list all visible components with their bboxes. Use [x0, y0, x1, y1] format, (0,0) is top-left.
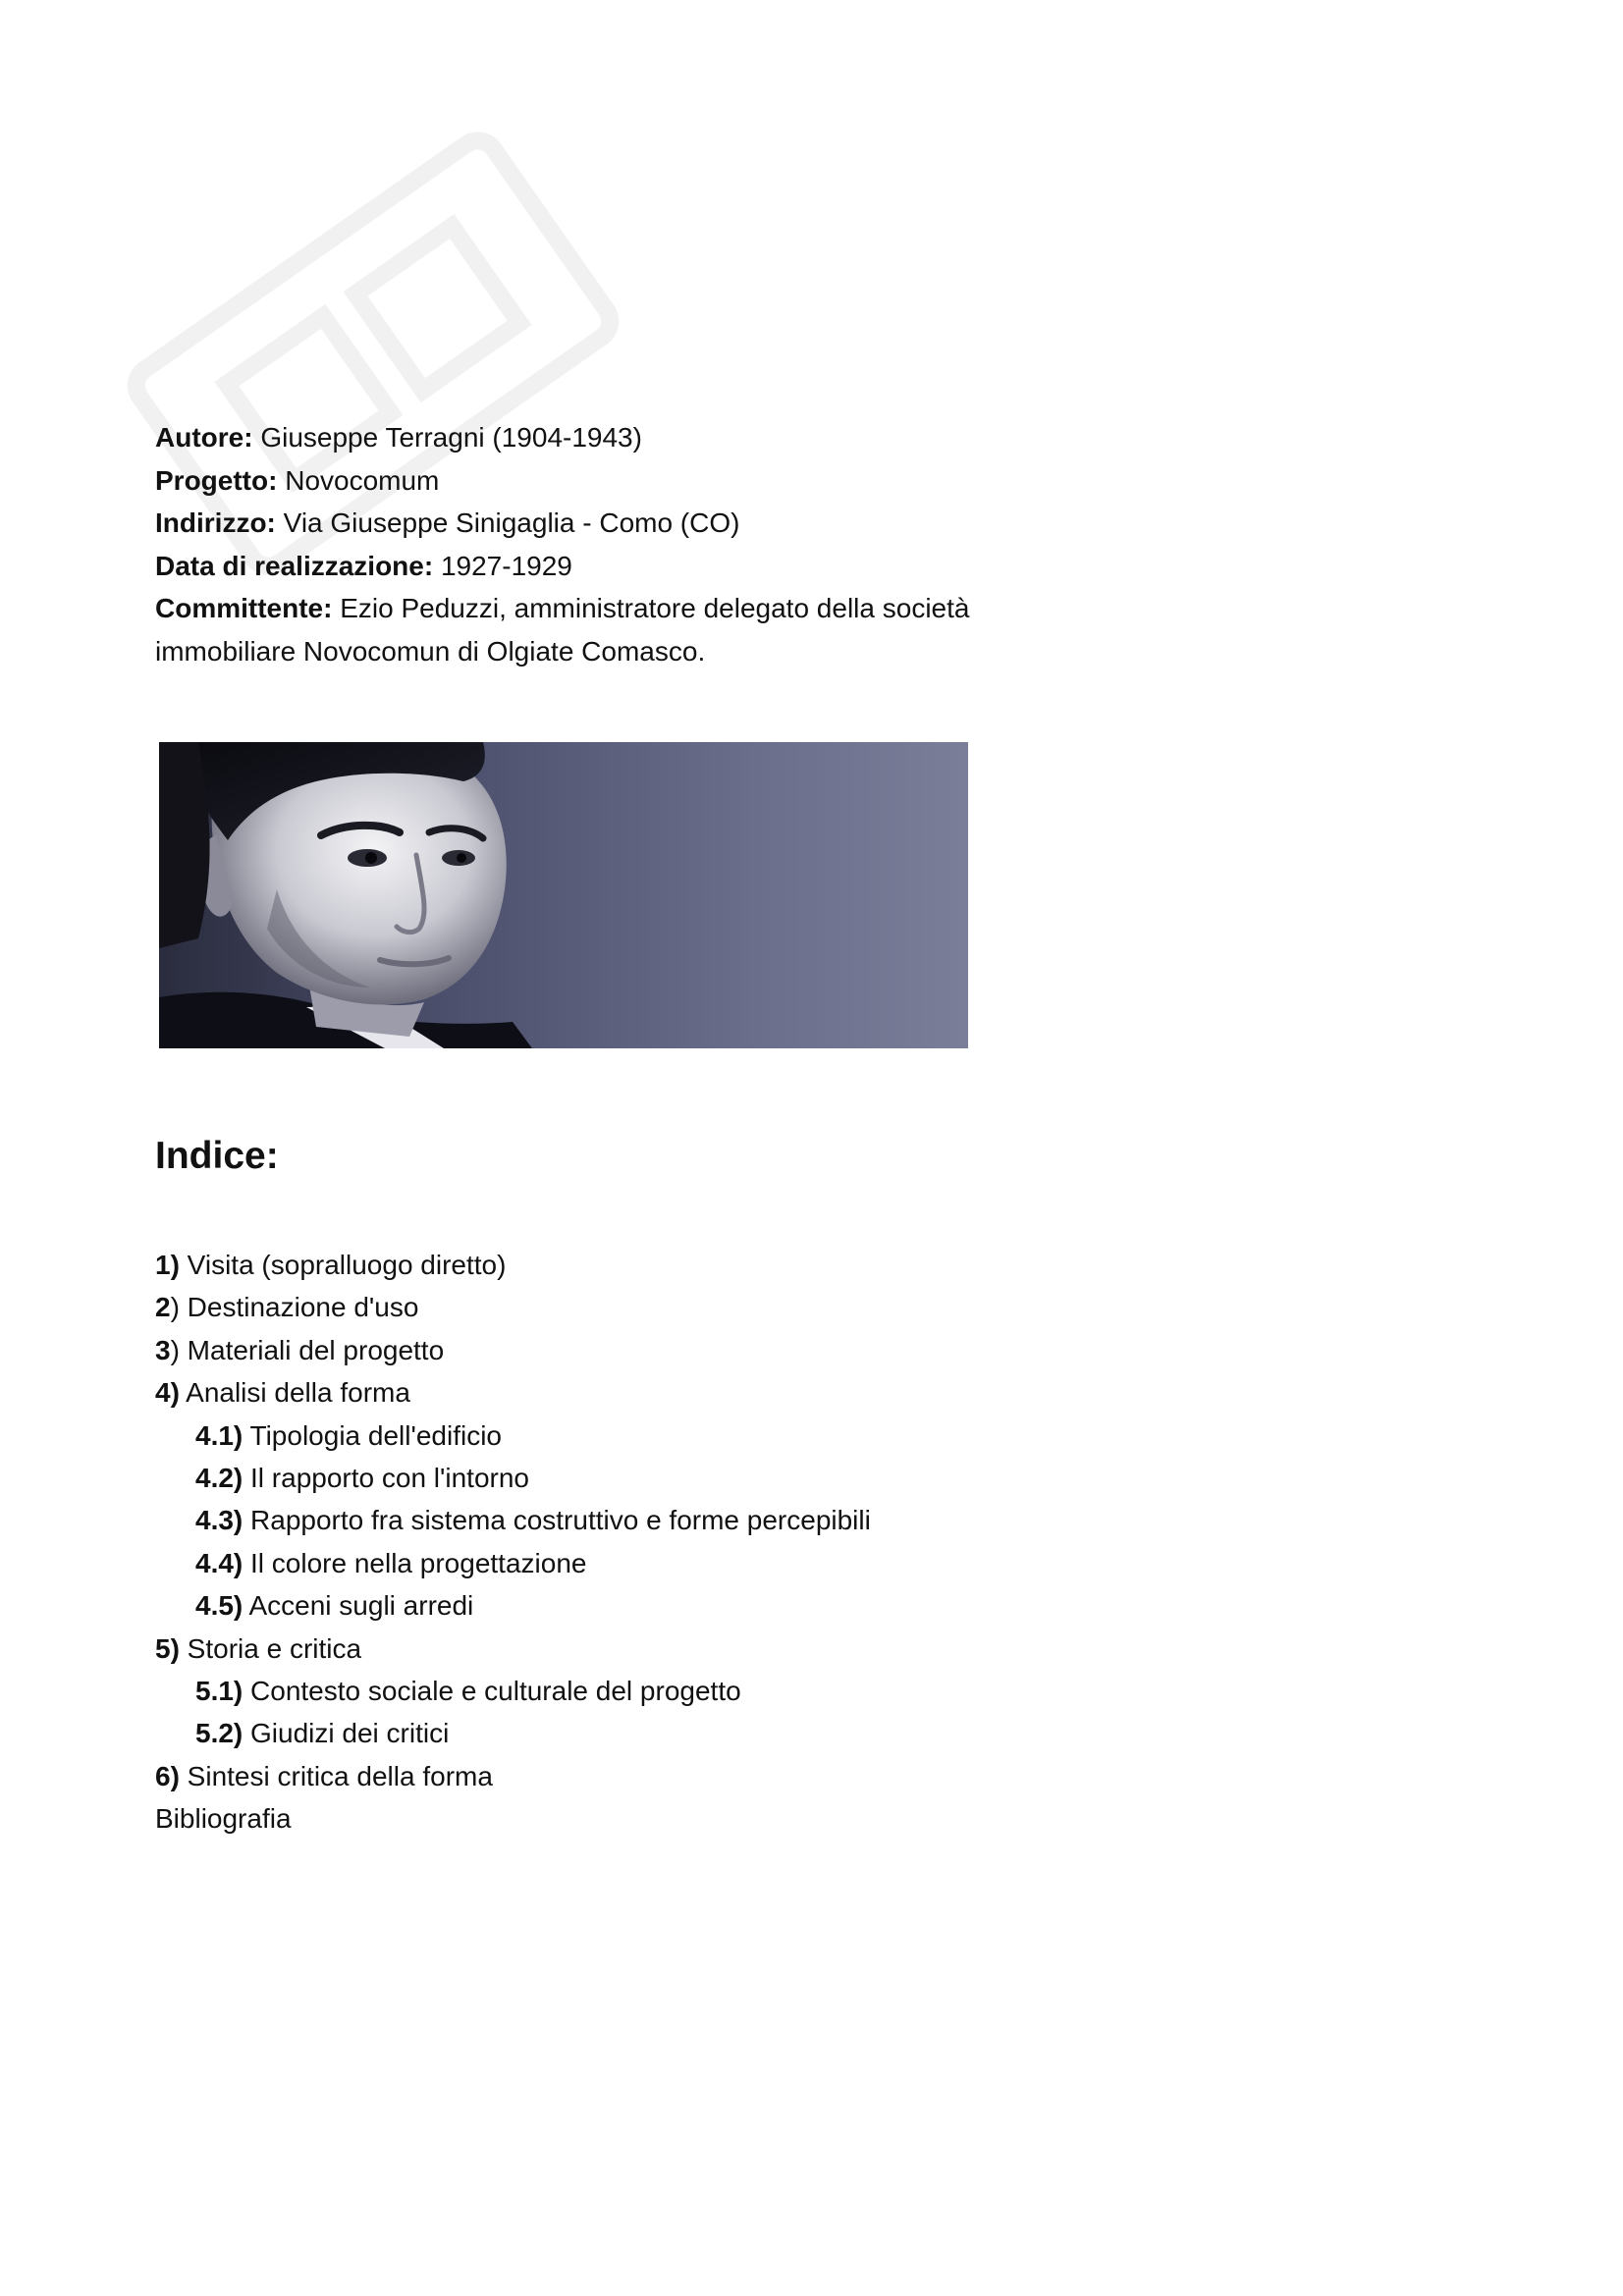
toc-item-text: Il colore nella progettazione [243, 1547, 587, 1578]
address-value: Via Giuseppe Sinigaglia - Como (CO) [283, 507, 740, 538]
toc-item-text: Tipologia dell'edificio [243, 1419, 502, 1451]
address-label: Indirizzo: [155, 507, 276, 538]
toc-item-text: Acceni sugli arredi [243, 1590, 474, 1622]
date-label: Data di realizzazione: [155, 550, 434, 581]
toc-item-text: Contesto sociale e culturale del progetto [243, 1676, 741, 1707]
toc-item-4-4 [155, 1542, 1039, 1584]
toc-item-text: Materiali del progetto [179, 1334, 445, 1365]
toc-item-4-1 [155, 1415, 1039, 1457]
toc-item-number-suffix: ) [170, 1334, 180, 1365]
project-value: Novocomum [285, 464, 440, 496]
toc-item-number: 5) [155, 1632, 180, 1664]
toc-item-text: Analisi della forma [179, 1377, 410, 1409]
project-metadata [155, 416, 1000, 672]
toc-item-number: 4.5) [195, 1590, 243, 1622]
architect-portrait-photo [159, 742, 968, 1048]
toc-item-number: 4.4) [195, 1547, 243, 1578]
toc-item-number: 1) [155, 1250, 180, 1280]
client-value-line2: immobiliare Novocomun di Olgiate Comasco. [155, 635, 706, 667]
toc-item-text: Giudizi dei critici [243, 1718, 450, 1749]
portrait-illustration [159, 742, 968, 1048]
toc-item-4-3 [155, 1499, 1039, 1541]
project-label: Progetto: [155, 464, 278, 496]
address-row [155, 502, 1000, 545]
toc-item-1 [155, 1244, 1039, 1286]
toc-item-number: 4.1) [195, 1419, 243, 1451]
toc-item-4 [155, 1371, 1039, 1414]
client-value-line1: Ezio Peduzzi, amministratore delegato della società [340, 593, 970, 623]
date-value: 1927-1929 [440, 550, 572, 581]
index-heading: Indice: [155, 1135, 279, 1177]
toc-item-bibliography [155, 1797, 1039, 1840]
client-label: Committente: [155, 593, 333, 623]
client-row [155, 587, 1000, 630]
toc-item-5 [155, 1628, 1039, 1670]
toc-item-number: 4.2) [195, 1463, 243, 1494]
table-of-contents [155, 1244, 1039, 1841]
author-row [155, 416, 1000, 459]
toc-item-4-2 [155, 1457, 1039, 1499]
toc-item-5-1 [155, 1670, 1039, 1712]
toc-item-text: Bibliografia [155, 1803, 292, 1835]
author-value: Giuseppe Terragni (1904-1943) [260, 422, 642, 453]
toc-item-number: 3 [155, 1334, 171, 1365]
client-row-continued [155, 630, 1000, 673]
date-row [155, 545, 1000, 588]
toc-item-number: 5.2) [195, 1718, 243, 1749]
toc-item-number: 4.3) [195, 1505, 243, 1536]
toc-item-text: Visita (sopralluogo diretto) [179, 1250, 507, 1280]
toc-item-6 [155, 1755, 1039, 1797]
toc-item-5-2 [155, 1712, 1039, 1754]
toc-item-number: 5.1) [195, 1676, 243, 1707]
toc-item-number: 6) [155, 1760, 180, 1791]
toc-item-number: 2 [155, 1292, 171, 1323]
toc-item-text: Il rapporto con l'intorno [243, 1463, 529, 1494]
toc-item-2 [155, 1286, 1039, 1328]
toc-item-3 [155, 1329, 1039, 1371]
toc-item-text: Rapporto fra sistema costruttivo e forme percepibili [243, 1505, 871, 1536]
toc-item-number-suffix: ) [170, 1292, 180, 1323]
toc-item-text: Storia e critica [179, 1632, 362, 1664]
author-label: Autore: [155, 422, 253, 453]
toc-item-text: Destinazione d'uso [179, 1292, 419, 1323]
toc-item-4-5 [155, 1584, 1039, 1627]
toc-item-number: 4) [155, 1377, 180, 1409]
project-row [155, 459, 1000, 503]
toc-item-text: Sintesi critica della forma [179, 1760, 493, 1791]
